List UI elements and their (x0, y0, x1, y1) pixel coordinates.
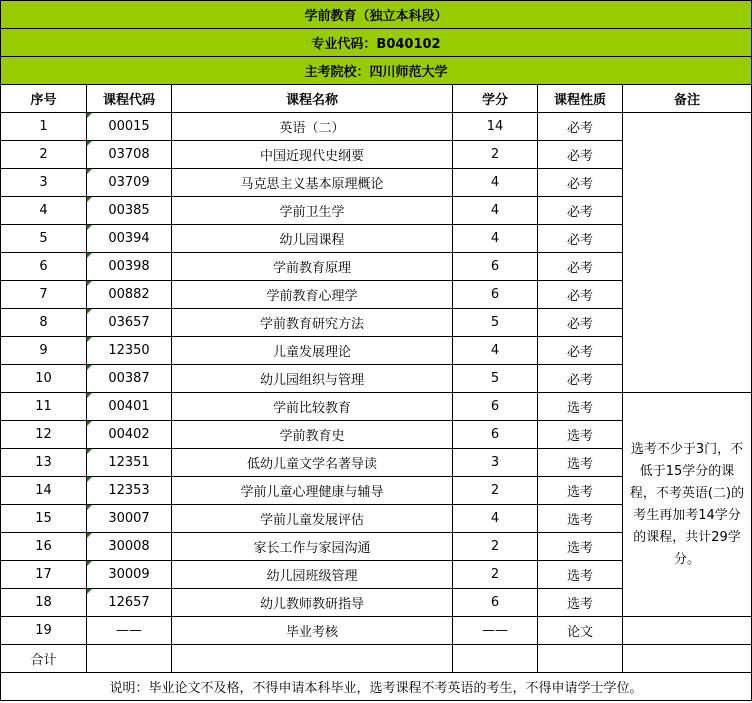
course-credit: 2 (453, 533, 538, 561)
total-code (87, 645, 172, 673)
course-code: 30008 (87, 533, 172, 561)
course-credit: —— (453, 617, 538, 645)
course-type: 必考 (538, 365, 623, 393)
total-credit (453, 645, 538, 673)
course-code: 00882 (87, 281, 172, 309)
header-name: 课程名称 (172, 85, 453, 113)
course-name: 学前儿童心理健康与辅导 (172, 477, 453, 505)
course-credit: 6 (453, 393, 538, 421)
course-no: 14 (1, 477, 87, 505)
program-title: 学前教育（独立本科段） (1, 1, 752, 29)
course-type: 必考 (538, 253, 623, 281)
course-no: 4 (1, 197, 87, 225)
course-no: 2 (1, 141, 87, 169)
course-credit: 14 (453, 113, 538, 141)
total-name (172, 645, 453, 673)
course-no: 16 (1, 533, 87, 561)
course-code: 00402 (87, 421, 172, 449)
host-school: 主考院校：四川师范大学 (1, 57, 752, 85)
course-type: 必考 (538, 337, 623, 365)
course-name: 儿童发展理论 (172, 337, 453, 365)
course-no: 10 (1, 365, 87, 393)
course-code: 00394 (87, 225, 172, 253)
total-remark (623, 645, 752, 673)
course-name: 学前卫生学 (172, 197, 453, 225)
header-row (1, 85, 752, 113)
footnote: 说明：毕业论文不及格，不得申请本科毕业，选考课程不考英语的考生，不得申请学士学位。 (1, 673, 752, 701)
course-credit: 5 (453, 365, 538, 393)
course-code: 00398 (87, 253, 172, 281)
course-credit: 2 (453, 141, 538, 169)
course-name: 学前儿童发展评估 (172, 505, 453, 533)
course-name: 英语（二） (172, 113, 453, 141)
course-credit: 6 (453, 253, 538, 281)
course-credit: 5 (453, 309, 538, 337)
header-code: 课程代码 (87, 85, 172, 113)
course-name: 低幼儿童文学名著导读 (172, 449, 453, 477)
course-code: 30007 (87, 505, 172, 533)
course-no: 19 (1, 617, 87, 645)
course-credit: 4 (453, 225, 538, 253)
course-name: 学前教育原理 (172, 253, 453, 281)
table-row (1, 617, 752, 645)
course-code: 00015 (87, 113, 172, 141)
course-name: 学前教育史 (172, 421, 453, 449)
course-no: 11 (1, 393, 87, 421)
header-type: 课程性质 (538, 85, 623, 113)
course-credit: 2 (453, 477, 538, 505)
course-no: 6 (1, 253, 87, 281)
course-code: 00401 (87, 393, 172, 421)
course-name: 家长工作与家园沟通 (172, 533, 453, 561)
course-no: 1 (1, 113, 87, 141)
course-credit: 4 (453, 169, 538, 197)
course-type: 选考 (538, 393, 623, 421)
course-credit: 4 (453, 505, 538, 533)
course-name: 幼儿园组织与管理 (172, 365, 453, 393)
course-no: 18 (1, 589, 87, 617)
total-row (1, 645, 752, 673)
course-type: 选考 (538, 477, 623, 505)
course-credit: 6 (453, 589, 538, 617)
course-code: 00385 (87, 197, 172, 225)
course-credit: 4 (453, 337, 538, 365)
course-no: 3 (1, 169, 87, 197)
table-row (1, 393, 752, 421)
course-code: 00387 (87, 365, 172, 393)
course-credit: 4 (453, 197, 538, 225)
course-name: 中国近现代史纲要 (172, 141, 453, 169)
required-remark (623, 113, 752, 393)
course-code: 30009 (87, 561, 172, 589)
total-type (538, 645, 623, 673)
course-name: 毕业考核 (172, 617, 453, 645)
course-type: 必考 (538, 113, 623, 141)
course-type: 必考 (538, 197, 623, 225)
course-type: 必考 (538, 281, 623, 309)
course-code: 03709 (87, 169, 172, 197)
course-type: 选考 (538, 533, 623, 561)
course-code: 12657 (87, 589, 172, 617)
course-type: 选考 (538, 505, 623, 533)
course-type: 论文 (538, 617, 623, 645)
table-row (1, 113, 752, 141)
course-type: 必考 (538, 309, 623, 337)
elective-note: 选考不少于3门，不低于15学分的课程，不考英语(二)的考生再加考14学分的课程，共计29学分。 (623, 393, 752, 617)
course-code: 12350 (87, 337, 172, 365)
major-code: 专业代码：B040102 (1, 29, 752, 57)
course-code: 12351 (87, 449, 172, 477)
header-remark: 备注 (623, 85, 752, 113)
course-type: 必考 (538, 169, 623, 197)
thesis-remark (623, 617, 752, 645)
course-type: 选考 (538, 589, 623, 617)
course-no: 12 (1, 421, 87, 449)
course-credit: 6 (453, 281, 538, 309)
course-type: 必考 (538, 141, 623, 169)
course-type: 必考 (538, 225, 623, 253)
course-no: 13 (1, 449, 87, 477)
header-credit: 学分 (453, 85, 538, 113)
course-no: 17 (1, 561, 87, 589)
course-name: 幼儿园班级管理 (172, 561, 453, 589)
header-no: 序号 (1, 85, 87, 113)
course-credit: 2 (453, 561, 538, 589)
course-type: 选考 (538, 421, 623, 449)
course-code: 03708 (87, 141, 172, 169)
course-no: 8 (1, 309, 87, 337)
course-no: 7 (1, 281, 87, 309)
course-credit: 3 (453, 449, 538, 477)
course-name: 学前比较教育 (172, 393, 453, 421)
course-credit: 6 (453, 421, 538, 449)
course-type: 选考 (538, 561, 623, 589)
course-name: 马克思主义基本原理概论 (172, 169, 453, 197)
course-type: 选考 (538, 449, 623, 477)
course-code: 03657 (87, 309, 172, 337)
course-no: 9 (1, 337, 87, 365)
course-name: 学前教育心理学 (172, 281, 453, 309)
course-no: 15 (1, 505, 87, 533)
course-name: 幼儿教师教研指导 (172, 589, 453, 617)
course-name: 学前教育研究方法 (172, 309, 453, 337)
course-no: 5 (1, 225, 87, 253)
course-name: 幼儿园课程 (172, 225, 453, 253)
course-code: 12353 (87, 477, 172, 505)
course-code: —— (87, 617, 172, 645)
total-label: 合计 (1, 645, 87, 673)
